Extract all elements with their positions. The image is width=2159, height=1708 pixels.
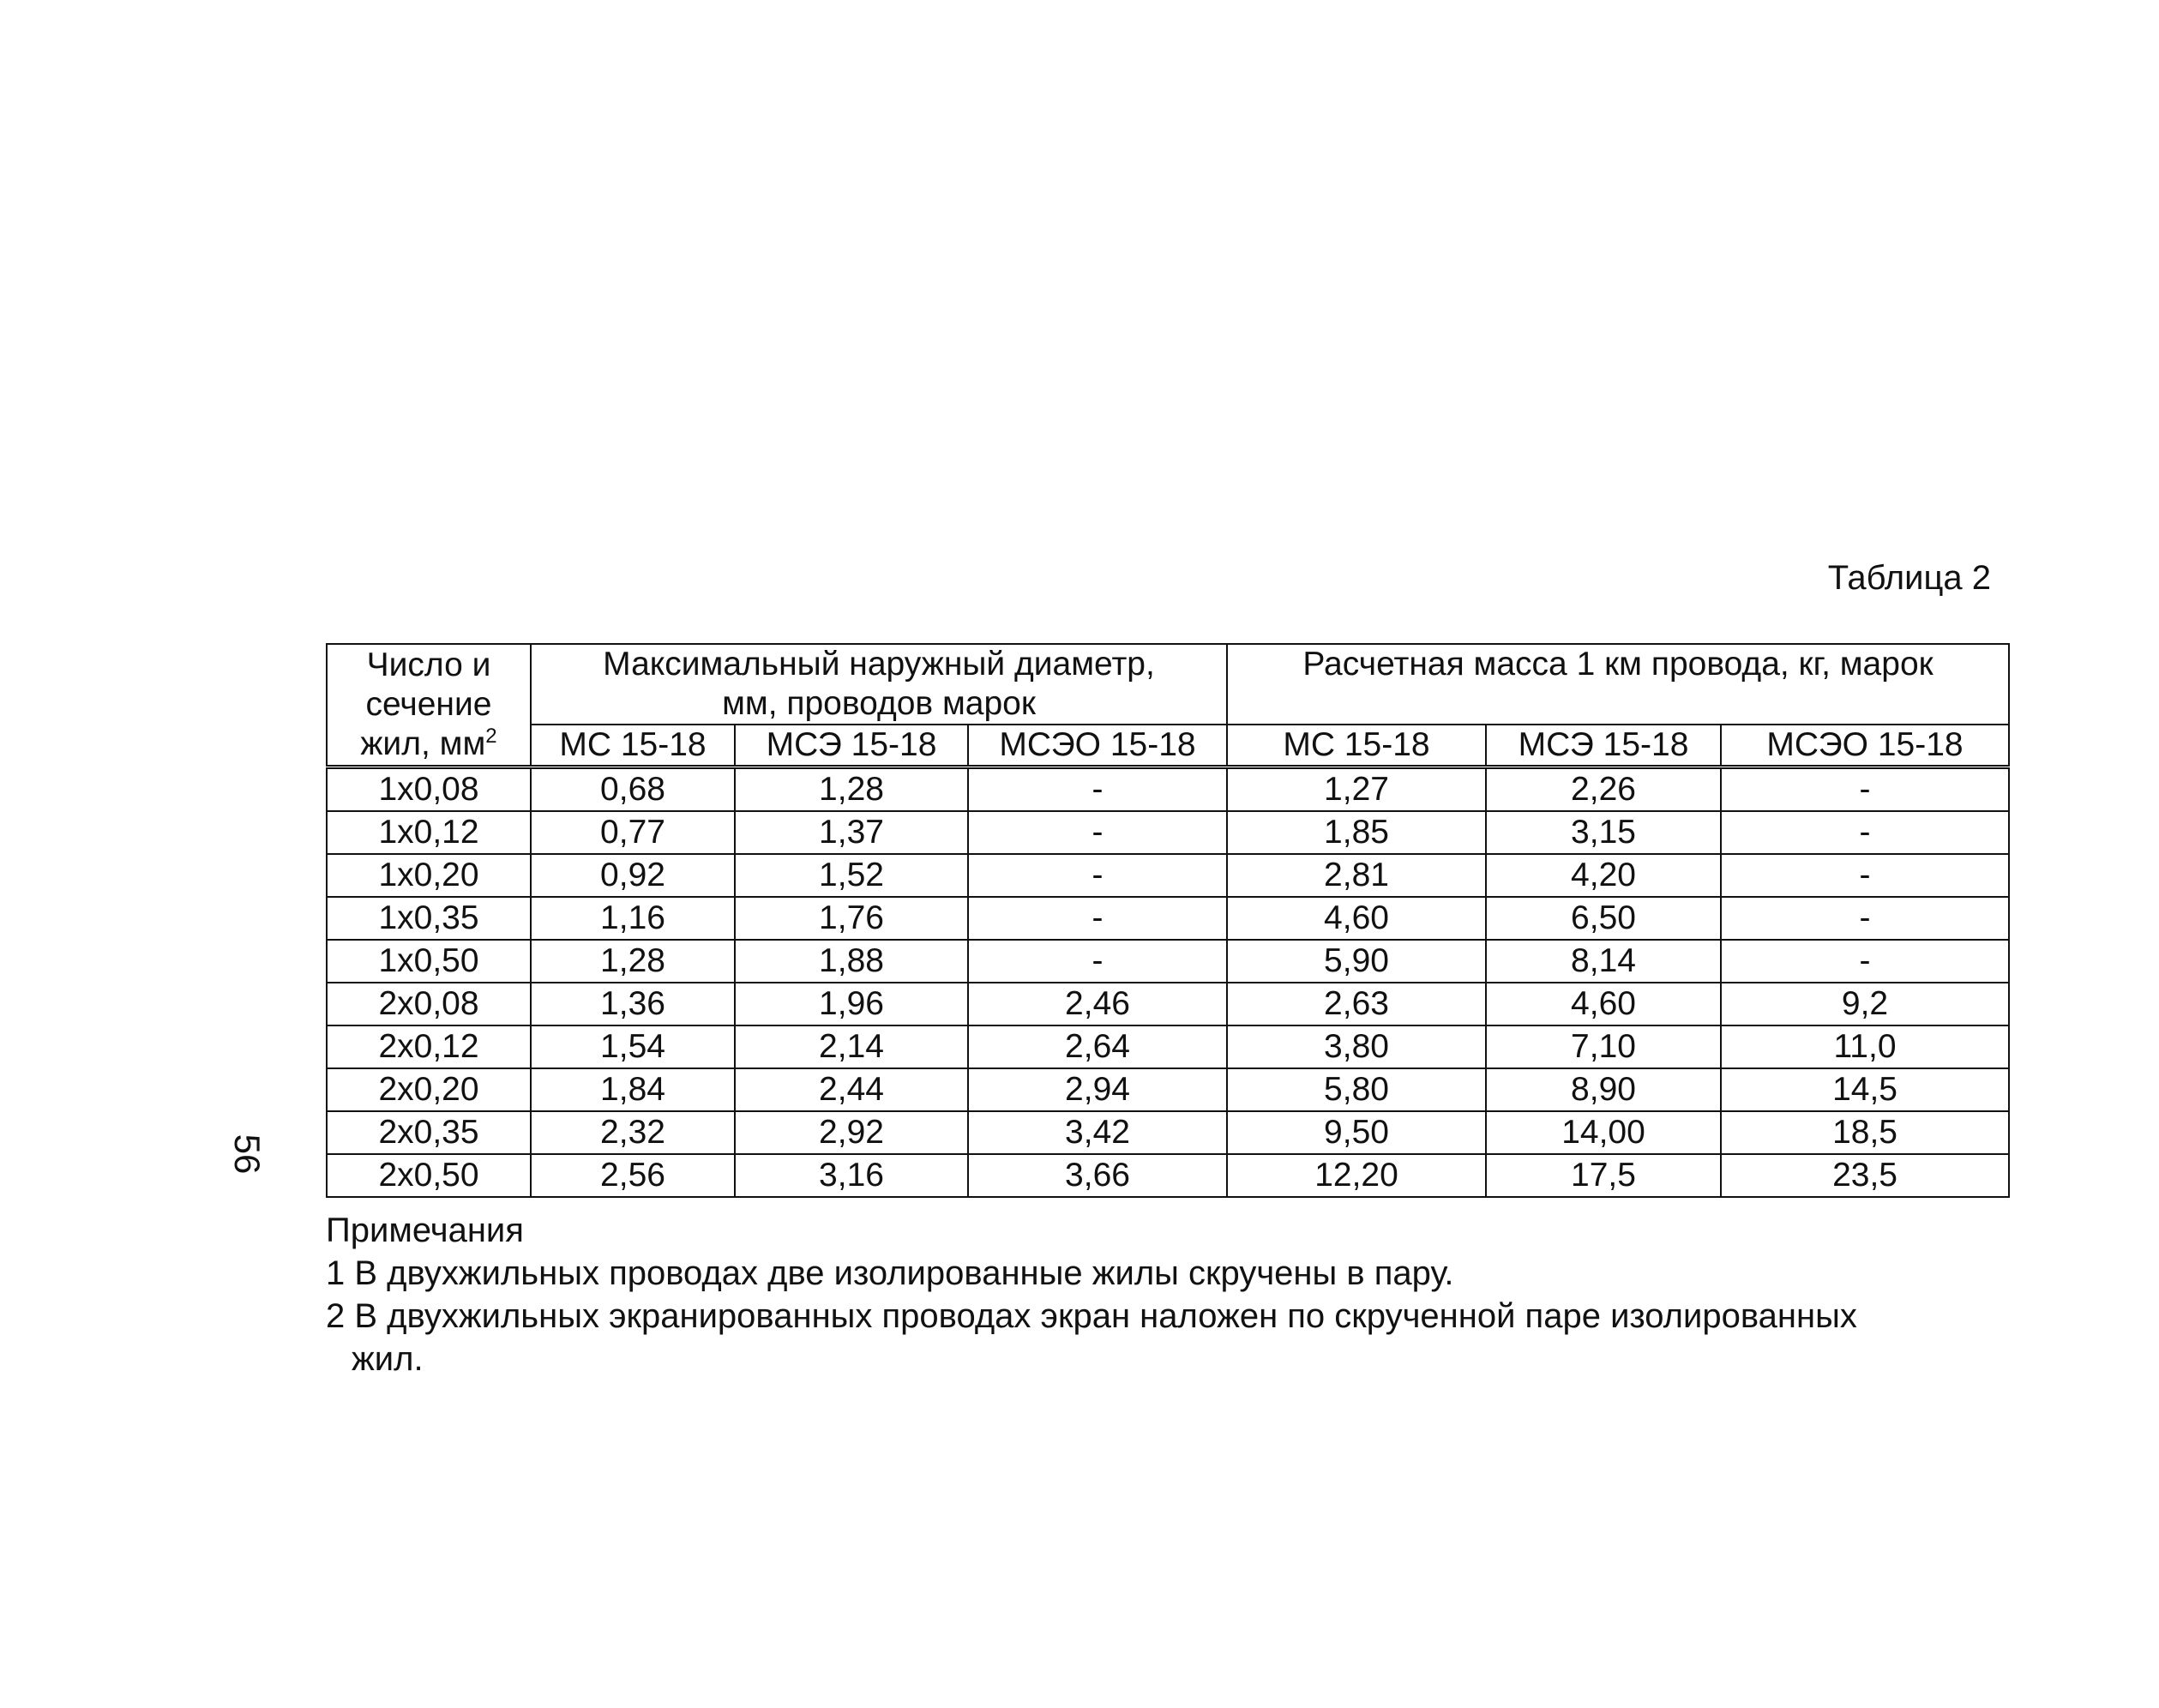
table-cell: 14,00 xyxy=(1486,1111,1721,1154)
table-cell: 2,44 xyxy=(735,1068,968,1111)
table-row xyxy=(327,811,2009,854)
subheader-mass-mseo: МСЭО 15-18 xyxy=(1721,725,2009,767)
table-cell: 0,77 xyxy=(531,811,735,854)
table-cell: 2х0,50 xyxy=(327,1154,531,1197)
table-cell: 2х0,20 xyxy=(327,1068,531,1111)
table-cell: - xyxy=(968,811,1227,854)
header-count-section-line3-wrap xyxy=(328,725,530,764)
table-cell: 2,92 xyxy=(735,1111,968,1154)
table-cell: 11,0 xyxy=(1721,1025,2009,1068)
notes-section xyxy=(326,1209,2024,1380)
table-cell: 2х0,12 xyxy=(327,1025,531,1068)
table-cell: 1,85 xyxy=(1227,811,1486,854)
table-cell: - xyxy=(1721,940,2009,983)
table-cell: 1х0,50 xyxy=(327,940,531,983)
table-cell: - xyxy=(968,767,1227,812)
table-cell: 18,5 xyxy=(1721,1111,2009,1154)
table-cell: 1,96 xyxy=(735,983,968,1025)
table-cell: 5,80 xyxy=(1227,1068,1486,1111)
wire-data-table xyxy=(326,643,2010,1198)
table-cell: 17,5 xyxy=(1486,1154,1721,1197)
note-2-line-2: жил. xyxy=(352,1340,424,1378)
table-cell: 1,16 xyxy=(531,897,735,940)
table-cell: 1,54 xyxy=(531,1025,735,1068)
table-cell: 2,14 xyxy=(735,1025,968,1068)
table-cell: 3,80 xyxy=(1227,1025,1486,1068)
table-cell: 0,68 xyxy=(531,767,735,812)
table-cell: 2х0,08 xyxy=(327,983,531,1025)
table-cell: 9,50 xyxy=(1227,1111,1486,1154)
table-cell: 2,94 xyxy=(968,1068,1227,1111)
table-header xyxy=(327,644,2009,767)
table-row xyxy=(327,1025,2009,1068)
table-row xyxy=(327,1111,2009,1154)
header-row-groups xyxy=(327,644,2009,725)
subheader-diameter-mc: МС 15-18 xyxy=(531,725,735,767)
table-caption: Таблица 2 xyxy=(1827,559,1991,597)
table-row xyxy=(327,897,2009,940)
table-cell: 2,32 xyxy=(531,1111,735,1154)
table-row xyxy=(327,767,2009,812)
header-group-diameter xyxy=(531,644,1227,725)
table-row xyxy=(327,940,2009,983)
table-cell: - xyxy=(968,897,1227,940)
table-cell: 1,37 xyxy=(735,811,968,854)
header-row-brands xyxy=(327,725,2009,767)
subheader-diameter-mseo: МСЭО 15-18 xyxy=(968,725,1227,767)
table-cell: 1х0,12 xyxy=(327,811,531,854)
subheader-diameter-mse: МСЭ 15-18 xyxy=(735,725,968,767)
note-1: 1 В двухжильных проводах две изолированные жилы скручены в пару. xyxy=(326,1254,1454,1292)
table-cell: 2,81 xyxy=(1227,854,1486,897)
table-cell: - xyxy=(968,940,1227,983)
table-cell: 9,2 xyxy=(1721,983,2009,1025)
table-cell: 2,64 xyxy=(968,1025,1227,1068)
table-cell: 1х0,35 xyxy=(327,897,531,940)
header-count-section-line2: сечение xyxy=(365,686,492,723)
table-cell: 1,88 xyxy=(735,940,968,983)
header-group-mass: Расчетная масса 1 км провода, кг, марок xyxy=(1227,644,2009,725)
table-cell: 1,52 xyxy=(735,854,968,897)
table-cell: 4,20 xyxy=(1486,854,1721,897)
table-cell: 3,16 xyxy=(735,1154,968,1197)
table-body xyxy=(327,767,2009,1198)
subheader-mass-mse: МСЭ 15-18 xyxy=(1486,725,1721,767)
table-cell: 8,90 xyxy=(1486,1068,1721,1111)
table-cell: 1,28 xyxy=(531,940,735,983)
header-group-diameter-line1: Максимальный наружный диаметр, xyxy=(603,646,1155,683)
table-cell: 4,60 xyxy=(1227,897,1486,940)
table-cell: - xyxy=(1721,854,2009,897)
table-row xyxy=(327,983,2009,1025)
table-cell: 1,76 xyxy=(735,897,968,940)
table-cell: 3,42 xyxy=(968,1111,1227,1154)
header-count-section-line1: Число и xyxy=(366,647,491,683)
table-row xyxy=(327,1154,2009,1197)
table-cell: 23,5 xyxy=(1721,1154,2009,1197)
table-cell: 12,20 xyxy=(1227,1154,1486,1197)
notes-title: Примечания xyxy=(326,1212,524,1249)
table-row xyxy=(327,854,2009,897)
table-cell: 5,90 xyxy=(1227,940,1486,983)
note-2-line-1: 2 В двухжильных экранированных проводах экран наложен по скрученной паре изолированных xyxy=(326,1297,1857,1335)
table-cell: 1,28 xyxy=(735,767,968,812)
table-cell: 2,56 xyxy=(531,1154,735,1197)
header-group-diameter-line2: мм, проводов марок xyxy=(722,685,1036,722)
table-cell: 1,27 xyxy=(1227,767,1486,812)
header-count-section xyxy=(327,644,531,767)
table-cell: 1,36 xyxy=(531,983,735,1025)
header-count-section-superscript: 2 xyxy=(485,725,497,748)
table-cell: 6,50 xyxy=(1486,897,1721,940)
table-cell: 4,60 xyxy=(1486,983,1721,1025)
subheader-mass-mc: МС 15-18 xyxy=(1227,725,1486,767)
table-cell: - xyxy=(968,854,1227,897)
table-cell: 3,15 xyxy=(1486,811,1721,854)
table-cell: 7,10 xyxy=(1486,1025,1721,1068)
page-number: 56 xyxy=(227,1134,268,1175)
table-cell: 2х0,35 xyxy=(327,1111,531,1154)
table-cell: - xyxy=(1721,767,2009,812)
table-cell: 0,92 xyxy=(531,854,735,897)
table-cell: 1х0,08 xyxy=(327,767,531,812)
table-cell: 2,26 xyxy=(1486,767,1721,812)
table-cell: 2,63 xyxy=(1227,983,1486,1025)
table-cell: 3,66 xyxy=(968,1154,1227,1197)
table-cell: - xyxy=(1721,897,2009,940)
table-cell: 8,14 xyxy=(1486,940,1721,983)
header-count-section-line3: жил, мм xyxy=(360,725,486,762)
table-cell: - xyxy=(1721,811,2009,854)
table-cell: 1,84 xyxy=(531,1068,735,1111)
table-cell: 2,46 xyxy=(968,983,1227,1025)
table-row xyxy=(327,1068,2009,1111)
table-cell: 1х0,20 xyxy=(327,854,531,897)
table-cell: 14,5 xyxy=(1721,1068,2009,1111)
